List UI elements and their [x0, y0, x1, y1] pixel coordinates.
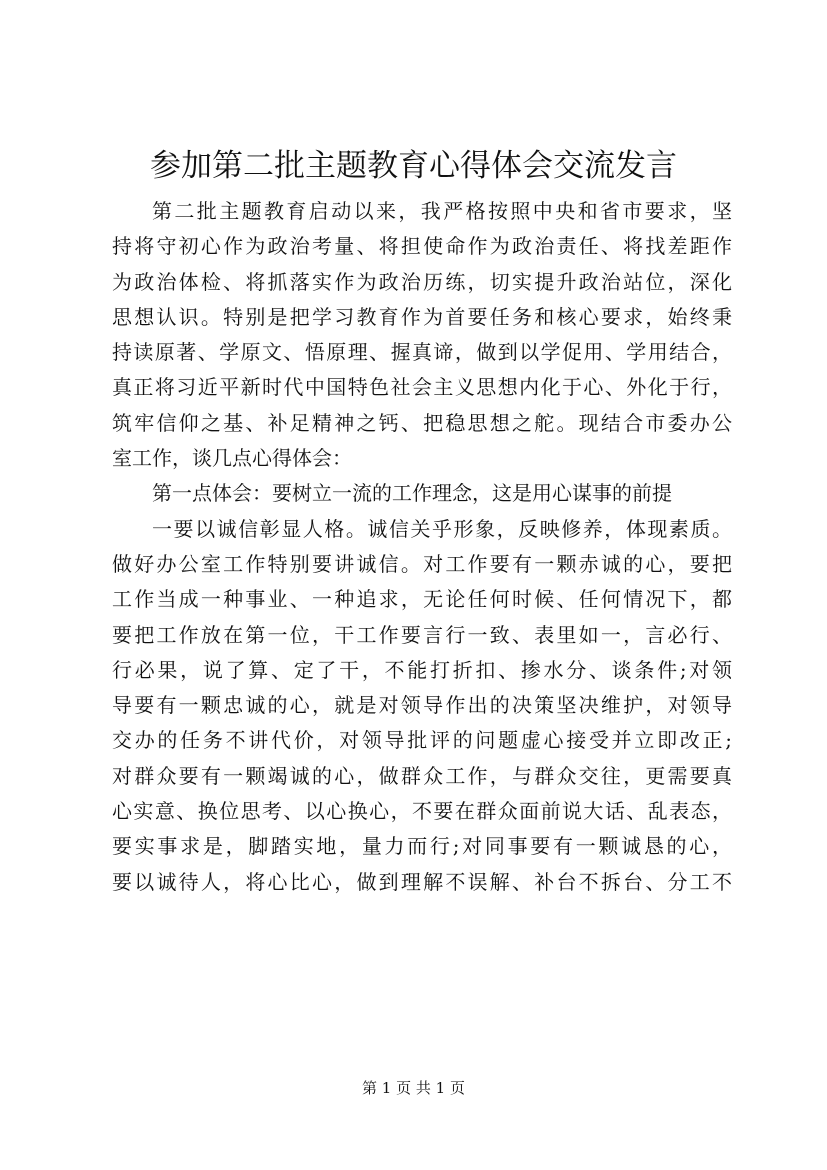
body-line: 交办的任务不讲代价，对领导批评的问题虚心接受并立即改正; — [112, 728, 732, 753]
body-line: 思想认识。特别是把学习教育作为首要任务和核心要求，始终秉 — [112, 304, 732, 329]
body-line: 持将守初心作为政治考量、将担使命作为政治责任、将找差距作 — [112, 234, 732, 259]
document-title: 参加第二批主题教育心得体会交流发言 — [150, 148, 677, 184]
body-line: 要把工作放在第一位，干工作要言行一致、表里如一，言必行、 — [112, 622, 732, 647]
document-body — [112, 194, 732, 900]
body-line: 筑牢信仰之基、补足精神之钙、把稳思想之舵。现结合市委办公 — [112, 410, 732, 435]
body-line: 行必果，说了算、定了干，不能打折扣、掺水分、谈条件;对领 — [112, 657, 732, 682]
body-line: 第二批主题教育启动以来，我严格按照中央和省市要求，坚 — [152, 199, 732, 223]
body-line: 要以诚待人，将心比心，做到理解不误解、补台不拆台、分工不 — [112, 869, 732, 894]
body-line: 工作当成一种事业、一种追求，无论任何时候、任何情况下，都 — [112, 587, 732, 612]
body-line: 室工作，谈几点心得体会： — [112, 446, 352, 471]
body-line: 真正将习近平新时代中国特色社会主义思想内化于心、外化于行， — [112, 375, 732, 400]
body-line: 持读原著、学原文、悟原理、握真谛，做到以学促用、学用结合， — [112, 340, 732, 365]
body-line: 做好办公室工作特别要讲诚信。对工作要有一颗赤诚的心，要把 — [112, 551, 732, 576]
page-number: 第 1 页 共 1 页 — [362, 1079, 465, 1097]
body-line: 对群众要有一颗竭诚的心，做群众工作，与群众交往，更需要真 — [112, 763, 732, 788]
section-heading: 第一点体会：要树立一流的工作理念，这是用心谋事的前提 — [152, 481, 672, 506]
body-line: 为政治体检、将抓落实作为政治历练，切实提升政治站位，深化 — [112, 269, 732, 294]
body-line: 导要有一颗忠诚的心，就是对领导作出的决策坚决维护，对领导 — [112, 693, 732, 718]
body-line: 要实事求是，脚踏实地，量力而行;对同事要有一颗诚恳的心， — [112, 834, 732, 859]
body-line: 一要以诚信彰显人格。诚信关乎形象，反映修养，体现素质。 — [152, 516, 732, 541]
body-line: 心实意、换位思考、以心换心，不要在群众面前说大话、乱表态， — [112, 799, 732, 824]
